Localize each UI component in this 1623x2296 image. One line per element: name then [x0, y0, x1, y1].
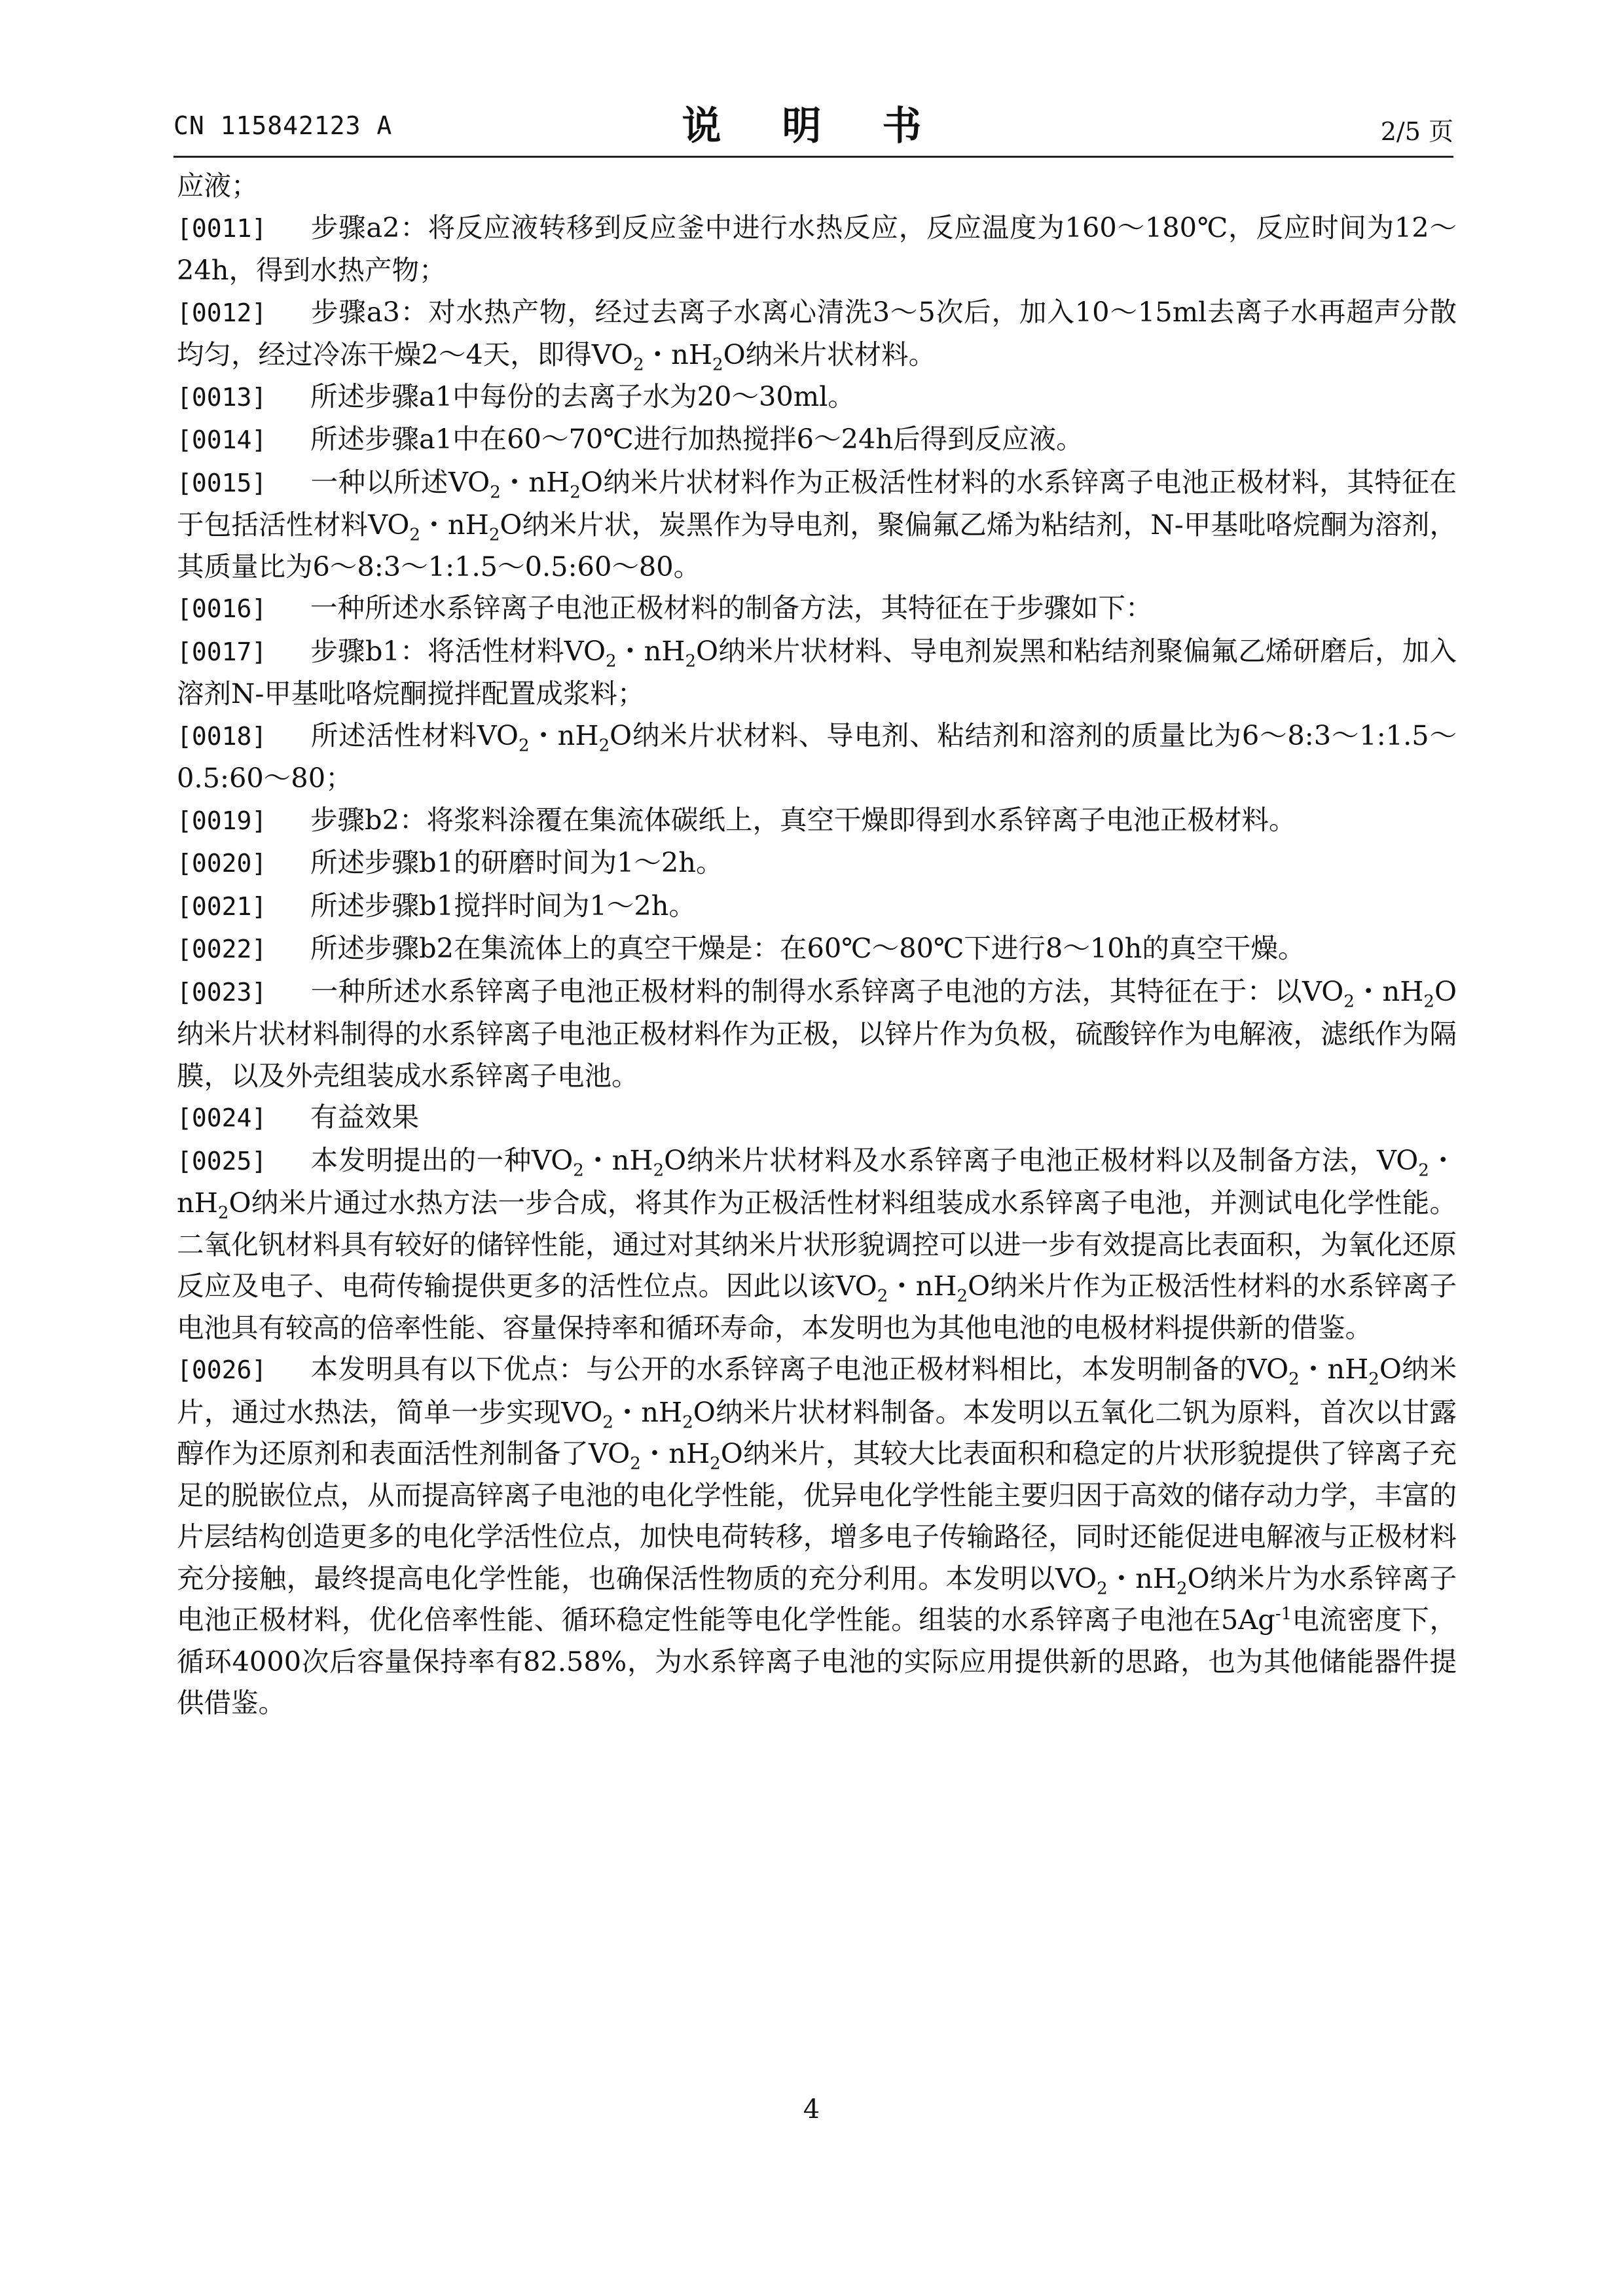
paragraph-text: 所述步骤a1中每份的去离子水为20～30ml。 — [310, 380, 855, 412]
paragraph-number: [0012] — [177, 298, 267, 327]
paragraph-text: 所述步骤b1的研磨时间为1～2h。 — [310, 846, 723, 878]
document-body — [177, 165, 1457, 1724]
paragraph — [177, 715, 1457, 799]
paragraph — [177, 1096, 1457, 1139]
paragraph-text: 所述步骤b1搅拌时间为1～2h。 — [310, 889, 697, 922]
paragraph-number: [0026] — [177, 1355, 267, 1384]
document-title: 说 明 书 — [682, 103, 945, 149]
paragraph — [177, 587, 1457, 630]
paragraph — [177, 799, 1457, 842]
paragraph — [177, 1348, 1457, 1724]
paragraph-text: 步骤b2：将浆料涂覆在集流体碳纸上，真空干燥即得到水系锌离子电池正极材料。 — [310, 803, 1296, 836]
paragraph-number: [0011] — [177, 213, 267, 243]
patent-number: CN 115842123 A — [173, 111, 393, 140]
paragraph-text: 一种以所述$VO_2$・$nH_2O$纳米片状材料作为正极活性材料的水系锌离子电池正极材料，其特征在于包括活性材料$VO_2$・$nH_2O$纳米片状，炭黑作为导电剂，聚偏氟乙烯为粘结剂，N-甲基吡咯烷酮为溶剂，其质量比为6～8:3～1:1.5～0.5:60～80。 — [177, 465, 1457, 583]
page-number: 4 — [803, 2094, 820, 2125]
paragraph-number: [0021] — [177, 891, 267, 921]
paragraph-text: 有益效果 — [310, 1101, 420, 1133]
paragraph — [177, 630, 1457, 715]
paragraph-number: [0014] — [177, 425, 267, 454]
paragraph-number: [0019] — [177, 806, 267, 835]
paragraph-text: 一种所述水系锌离子电池正极材料的制备方法，其特征在于步骤如下： — [310, 592, 1153, 624]
paragraph-number: [0016] — [177, 594, 267, 623]
paragraph — [177, 971, 1457, 1097]
paragraph-number: [0023] — [177, 977, 267, 1007]
paragraph — [177, 376, 1457, 419]
paragraph-text: 本发明提出的一种$VO_2$・$nH_2O$纳米片状材料及水系锌离子电池正极材料以及制备方法，$VO_2$・$nH_2O$纳米片通过水热方法一步合成，将其作为正极活性材料组装成水系锌离子电池，并测试电化学性能。二氧化钒材料具有较好的储锌性能，通过对其纳米片状形貌调控可以进一步有效提高比表面积，为氧化还原反应及电子、电荷传输提供更多的活性位点。因此以该$VO_2$・$nH_2O$纳米片作为正极活性材料的水系锌离子电池具有较高的倍率性能、容量保持率和循环寿命，本发明也为其他电池的电极材料提供新的借鉴。 — [177, 1143, 1457, 1344]
paragraph-number: [0022] — [177, 935, 267, 963]
continuation-text: 应液； — [177, 170, 259, 202]
header-divider — [173, 156, 1453, 158]
paragraph-number: [0018] — [177, 721, 267, 751]
paragraph — [177, 291, 1457, 376]
paragraph-text: 本发明具有以下优点：与公开的水系锌离子电池正极材料相比，本发明制备的$VO_2$・$nH_2O$纳米片，通过水热法，简单一步实现$VO_2$・$nH_2O$纳米片状材料制备。本发明以五氧化二钒为原料，首次以甘露醇作为还原剂和表面活性剂制备了$VO_2$・$nH_2O$纳米片，其较大比表面积和稳定的片状形貌提供了锌离子充足的脱嵌位点，从而提高锌离子电池的电化学性能，优异电化学性能主要归因于高效的储存动力学，丰富的片层结构创造更多的电化学活性位点，加快电荷转移，增多电子传输路径，同时还能促进电解液与正极材料充分接触，最终提高电化学性能，也确保活性物质的充分利用。本发明以$VO_2$・$nH_2O$纳米片为水系锌离子电池正极材料，优化倍率性能、循环稳定性能等电化学性能。组装的水系锌离子电池在$5Ag^{-1}$电流密度下，循环4000次后容量保持率有82.58%，为水系锌离子电池的实际应用提供新的思路，也为其他储能器件提供借鉴。 — [177, 1353, 1457, 1719]
paragraph-text: 步骤a2：将反应液转移到反应釜中进行水热反应，反应温度为160～180℃，反应时间为12～24h，得到水热产物； — [177, 211, 1457, 286]
paragraph-number: [0025] — [177, 1146, 267, 1175]
paragraph-text: 所述步骤b2在集流体上的真空干燥是：在60℃～80℃下进行8～10h的真空干燥。 — [310, 932, 1305, 964]
paragraph — [177, 885, 1457, 928]
paragraph-number: [0015] — [177, 468, 267, 497]
paragraph — [177, 418, 1457, 461]
paragraph-text: 一种所述水系锌离子电池正极材料的制得水系锌离子电池的方法，其特征在于：以$VO_2$・$nH_2O$纳米片状材料制得的水系锌离子电池正极材料作为正极，以锌片作为负极，硫酸锌作为电解液，滤纸作为隔膜，以及外壳组装成水系锌离子电池。 — [177, 975, 1457, 1092]
paragraph-text: 步骤a3：对水热产物，经过去离子水离心清洗3～5次后，加入10～15ml去离子水再超声分散均匀，经过冷冻干燥2～4天，即得$VO_2$・$nH_2O$纳米片状材料。 — [177, 295, 1457, 375]
paragraph-text: 所述活性材料$VO_2$・$nH_2O$纳米片状材料、导电剂、粘结剂和溶剂的质量比为6～8:3～1:1.5～0.5:60～80； — [177, 719, 1457, 794]
paragraph — [177, 842, 1457, 885]
paragraph-text: 所述步骤a1中在60～70℃进行加热搅拌6～24h后得到反应液。 — [310, 423, 1084, 455]
paragraph-number: [0020] — [177, 849, 267, 878]
page-header — [173, 92, 1453, 157]
paragraph-number: [0017] — [177, 637, 267, 666]
paragraph — [177, 207, 1457, 291]
paragraph — [177, 927, 1457, 971]
paragraph — [177, 1139, 1457, 1349]
paragraph — [177, 461, 1457, 588]
paragraph-number: [0024] — [177, 1103, 267, 1132]
page-indicator: 2/5 页 — [1380, 117, 1453, 146]
paragraph-number: [0013] — [177, 382, 267, 412]
paragraph-text: 步骤b1：将活性材料$VO_2$・$nH_2O$纳米片状材料、导电剂炭黑和粘结剂聚偏氟乙烯研磨后，加入溶剂N-甲基吡咯烷酮搅拌配置成浆料； — [177, 634, 1457, 709]
